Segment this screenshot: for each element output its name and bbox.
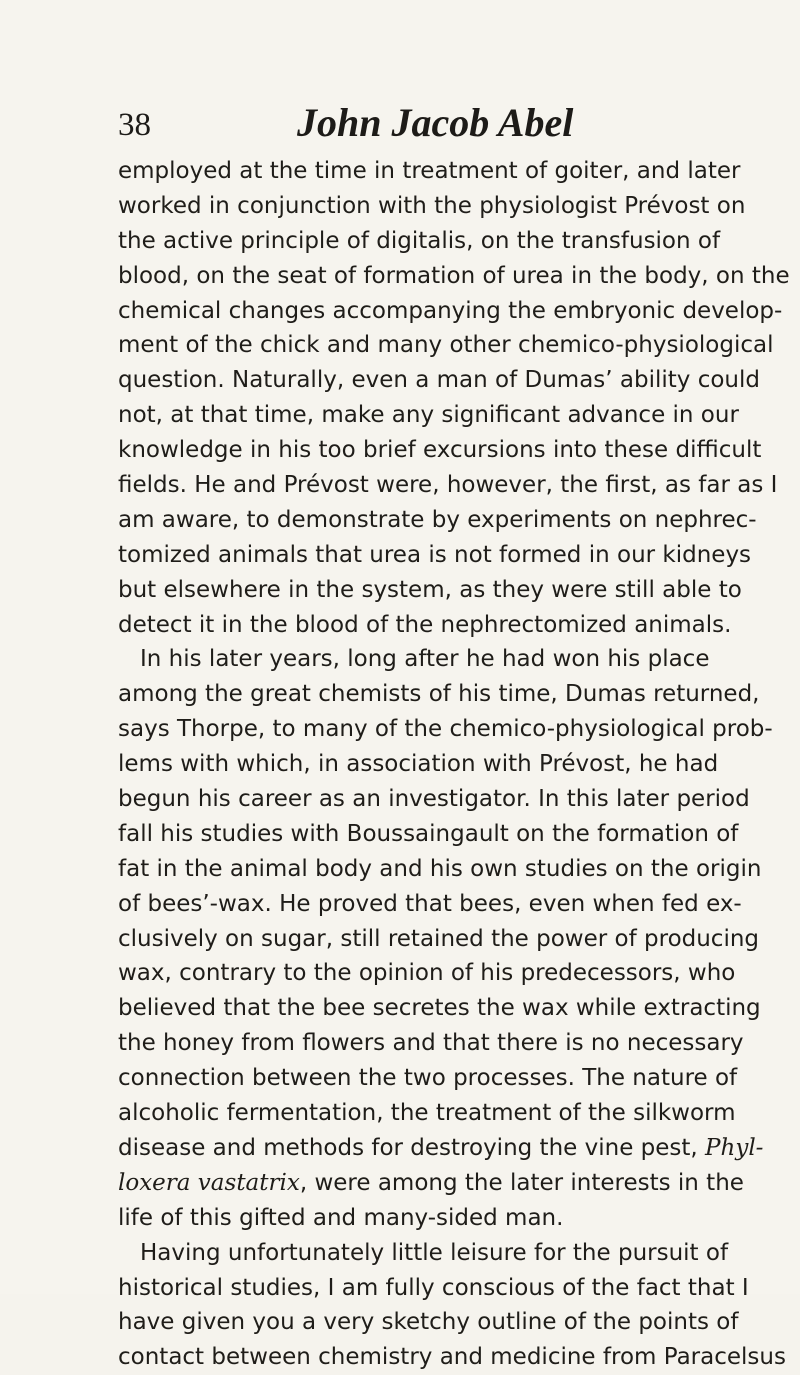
text-line: begun his career as an investigator. In this later period — [118, 786, 750, 813]
page-number: 38 — [118, 107, 151, 143]
running-head — [118, 100, 698, 151]
text-line: detect it in the blood of the nephrectomized animals. — [118, 611, 732, 638]
text-line: not, at that time, make any significant advance in our — [118, 402, 739, 429]
text-line: contact between chemistry and medicine from Paracelsus — [118, 1344, 786, 1371]
text-line — [118, 1166, 744, 1201]
running-title: John Jacob Abel — [297, 100, 574, 145]
text-line: fat in the animal body and his own studies on the origin — [118, 855, 762, 882]
text-line: but elsewhere in the system, as they were still able to — [118, 576, 742, 603]
text-line: worked in conjunction with the physiologist Prévost on — [118, 192, 746, 219]
text-line: ment of the chick and many other chemico-physiological — [118, 332, 774, 359]
text-line: chemical changes accompanying the embryonic develop- — [118, 297, 783, 324]
text-line: knowledge in his too brief excursions into these difficult — [118, 437, 762, 464]
text-line: among the great chemists of his time, Dumas returned, — [118, 681, 760, 708]
text-line: of bees’-wax. He proved that bees, even when fed ex- — [118, 890, 742, 917]
text-line: question. Naturally, even a man of Dumas’ ability could — [118, 367, 761, 394]
text-line: connection between the two processes. The nature of — [118, 1065, 738, 1092]
text-segment: disease and methods for destroying the vine pest, — [118, 1134, 698, 1161]
text-line: the active principle of digitalis, on the transfusion of — [118, 227, 721, 254]
text-line: tomized animals that urea is not formed in our kidneys — [118, 541, 752, 568]
text-line: employed at the time in treatment of goiter, and later — [118, 158, 741, 184]
text-line: historical studies, I am fully conscious of the fact that I — [118, 1274, 749, 1301]
text-line: believed that the bee secretes the wax while extracting — [118, 995, 761, 1022]
text-line: alcoholic fermentation, the treatment of the silkworm — [118, 1100, 736, 1127]
text-line: have given you a very sketchy outline of the points of — [118, 1309, 739, 1336]
text-line: blood, on the seat of formation of urea in the body, on the — [118, 262, 790, 289]
text-segment: , were among the later interests in the — [299, 1169, 744, 1196]
text-line: Having unfortunately little leisure for the pursuit of — [140, 1239, 729, 1266]
text-line — [118, 1131, 764, 1166]
body-text — [118, 154, 790, 1375]
text-line: wax, contrary to the opinion of his predecessors, who — [118, 960, 736, 987]
text-line: clusively on sugar, still retained the power of producing — [118, 925, 760, 952]
italic-term: Phyl- — [705, 1134, 764, 1161]
text-line: says Thorpe, to many of the chemico-physiological prob- — [118, 716, 773, 743]
text-line: am aware, to demonstrate by experiments on nephrec- — [118, 506, 757, 533]
text-line: the honey from flowers and that there is no necessary — [118, 1030, 744, 1057]
italic-term: loxera vastatrix — [118, 1169, 300, 1196]
text-line: life of this gifted and many-sided man. — [118, 1204, 564, 1231]
text-line: In his later years, long after he had won his place — [140, 646, 710, 673]
text-line: fall his studies with Boussaingault on the formation of — [118, 820, 739, 847]
text-line: lems with which, in association with Prévost, he had — [118, 751, 719, 778]
text-line: fields. He and Prévost were, however, the first, as far as I — [118, 472, 778, 499]
